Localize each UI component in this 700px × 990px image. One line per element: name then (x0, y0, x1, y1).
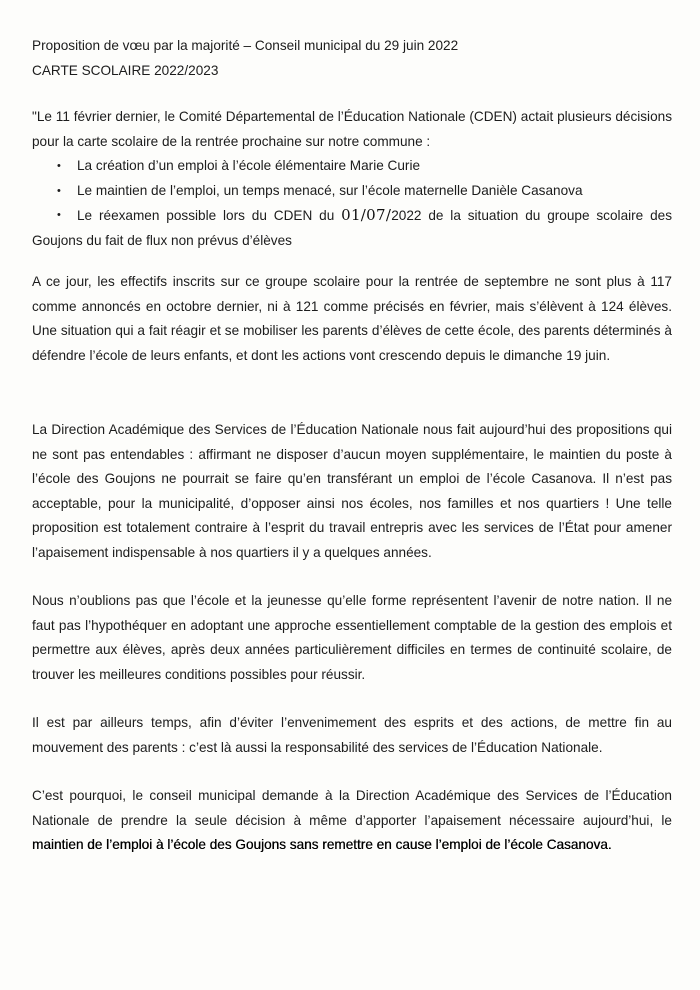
list-item (32, 154, 672, 179)
handwritten-date: 01/07/ (341, 206, 392, 224)
list-item-text: Le réexamen possible lors du CDEN du (77, 208, 342, 223)
paragraph-conclusion (32, 784, 672, 858)
intro-paragraph: "Le 11 février dernier, le Comité Départemental de l’Éducation Nationale (CDEN) actait plusieurs décisions pour la carte scolaire de la rentrée prochaine sur notre commune : (32, 109, 672, 149)
list-item (32, 179, 672, 204)
conclusion-demand: maintien de l’emploi à l’école des Goujons sans remettre en cause l’emploi de l’école Casanova. (32, 837, 612, 852)
bullet-icon: • (57, 209, 61, 221)
header-title: Proposition de vœu par la majorité – Conseil municipal du 29 juin 2022 (32, 38, 459, 53)
list-item (32, 203, 672, 253)
paragraph-proposals: La Direction Académique des Services de l’Éducation Nationale nous fait aujourd’hui des propositions qui ne sont pas entendables : affirmant ne disposer d’aucun moyen supplémentaire, le maintien du poste à l’école des Goujons ne pourrait se faire qu’en transférant un emploi de l’école Casanova. Il n’est pas acceptable, pour la municipalité, d’opposer ainsi nos écoles, nos familles et nos quartiers ! Une telle proposition est totalement contraire à l’esprit du travail entrepris avec les services de l’État pour amener l’apaisement indispensable à nos quartiers il y a quelques années. (32, 422, 672, 560)
list-item-text: La création d’un emploi à l’école élémentaire Marie Curie (77, 158, 421, 173)
paragraph-enrolment: A ce jour, les effectifs inscrits sur ce groupe scolaire pour la rentrée de septembre ne sont plus à 117 comme annoncés en octobre dernier, ni à 121 comme précisés en février, mais s’élèvent à 124 élèves. Une situation qui a fait réagir et se mobiliser les parents d’élèves de cette école, des parents déterminés à défendre l’école de leurs enfants, et dont les actions vont crescendo depuis le dimanche 19 juin. (32, 274, 672, 363)
list-item-text: Le maintien de l’emploi, un temps menacé, sur l’école maternelle Danièle Casanova (77, 182, 583, 198)
bullet-icon: • (57, 184, 61, 197)
document-header (32, 33, 672, 83)
paragraph-future: Nous n’oublions pas que l’école et la jeunesse qu’elle forme représentent l’avenir de notre nation. Il ne faut pas l’hypothéquer en adoptant une approche essentiellement comptable de la gestion des emplois et permettre aux élèves, après deux années particulièrement difficiles en termes de continuité scolaire, de trouver les meilleures conditions possibles pour réussir. (32, 593, 672, 682)
conclusion-text: C’est pourquoi, le conseil municipal demande à la Direction Académique des Services de l’Éducation Nationale de prendre la seule décision à même d’apporter l’apaisement nécessaire aujourd’hui, le (32, 788, 672, 828)
bullet-icon: • (57, 160, 61, 172)
paragraph-movement: Il est par ailleurs temps, afin d’éviter l’envenimement des esprits et des actions, de mettre fin au mouvement des parents : c’est là aussi la responsabilité des services de l’Éducation Nationale. (32, 715, 672, 755)
header-subtitle: CARTE SCOLAIRE 2022/2023 (32, 63, 219, 78)
list-item-text: 2022 de la situation du groupe scolaire des Goujons du fait de flux non prévus d’élèves (32, 208, 673, 248)
decision-list (32, 154, 672, 253)
